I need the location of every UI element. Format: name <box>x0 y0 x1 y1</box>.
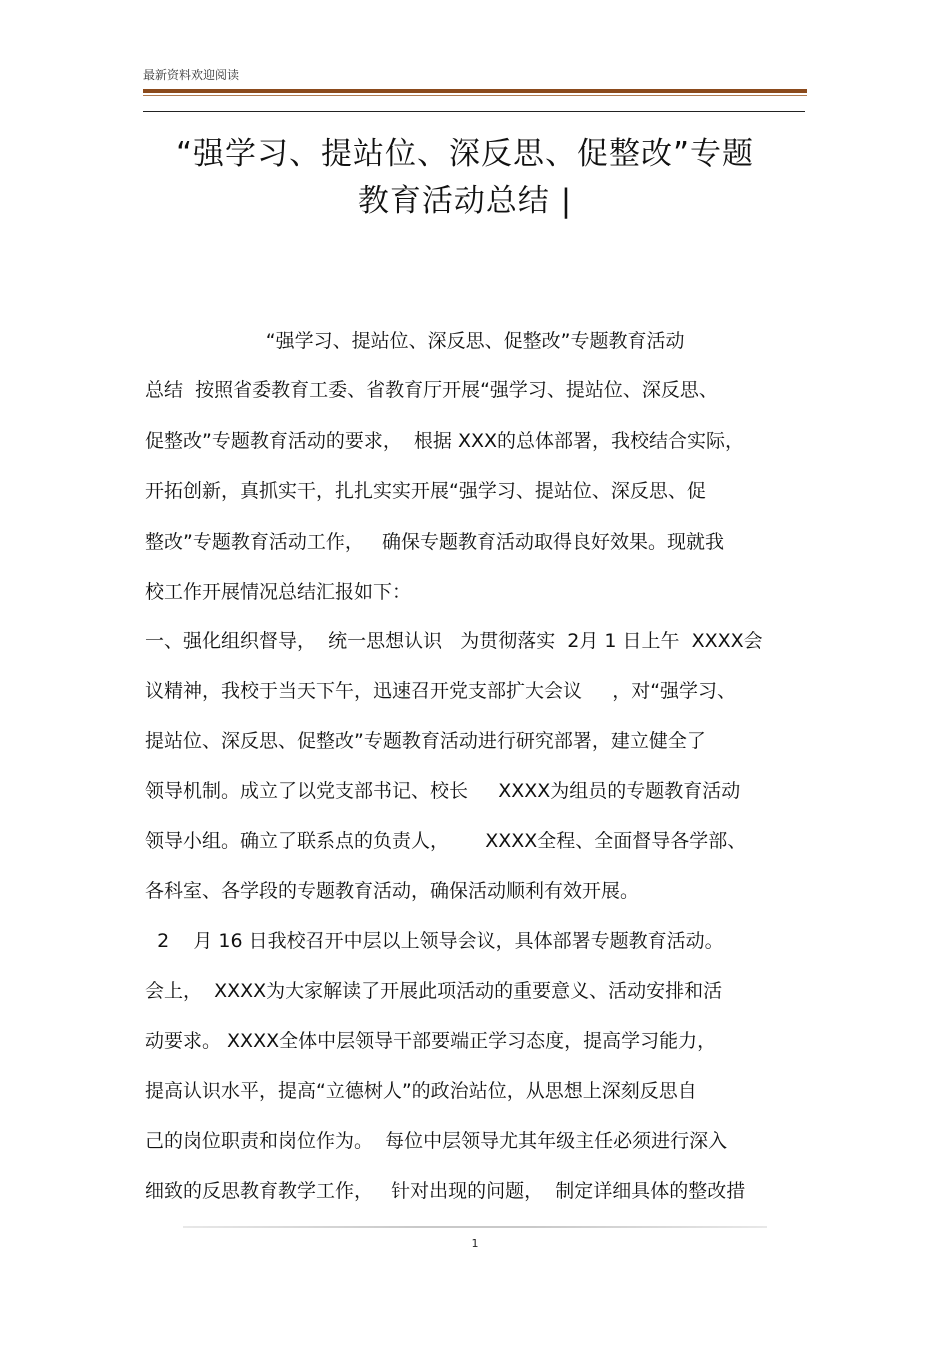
body-line: 提高认识水平，提高“立德树人”的政治站位，从思想上深刻反思自 <box>145 1080 697 1102</box>
body-line: 议精神，我校于当天下午，迅速召开党支部扩大会议 ，对“强学习、 <box>145 680 737 702</box>
title-rule <box>143 111 805 112</box>
body-line: 各科室、各学段的专题教育活动，确保活动顺利有效开展。 <box>145 880 640 902</box>
document-title-line2: 教育活动总结 | <box>357 183 573 219</box>
header-rule-thin <box>143 95 807 96</box>
header-rule-thick <box>143 89 807 93</box>
header-text: 最新资料欢迎阅读 <box>143 68 240 82</box>
body-line: 开拓创新，真抓实干，扎扎实实开展“强学习、提站位、深反思、促 <box>145 480 706 502</box>
body-line: 校工作开展情况总结汇报如下： <box>145 581 412 603</box>
body-line: 会上， XXXX为大家解读了开展此项活动的重要意义、活动安排和活 <box>145 980 723 1002</box>
body-line: “强学习、提站位、深反思、促整改”专题教育活动 <box>145 330 685 352</box>
body-line: 己的岗位职责和岗位作为。 每位中层领导尤其年级主任必须进行深入 <box>145 1130 728 1152</box>
body-line: 总结 按照省委教育工委、省教育厅开展“强学习、提站位、深反思、 <box>145 379 718 401</box>
document-title-line1: “强学习、提站位、深反思、促整改”专题 <box>175 136 755 172</box>
footer-rule <box>183 1226 767 1228</box>
body-line: 一、强化组织督导， 统一思想认识 为贯彻落实 2月 1 日上午 XXXX会 <box>145 630 763 652</box>
body-line: 整改”专题教育活动工作， 确保专题教育活动取得良好效果。现就我 <box>145 531 724 553</box>
body-line: 促整改”专题教育活动的要求， 根据 XXX的总体部署，我校结合实际， <box>145 430 745 452</box>
body-line: 领导小组。确立了联系点的负责人， XXXX全程、全面督导各学部、 <box>145 830 747 852</box>
body-line: 动要求。 XXXX全体中层领导干部要端正学习态度，提高学习能力， <box>145 1030 717 1052</box>
page-number: 1 <box>471 1237 479 1250</box>
body-line: 提站位、深反思、促整改”专题教育活动进行研究部署，建立健全了 <box>145 730 706 752</box>
body-line: 领导机制。成立了以党支部书记、校长 XXXX为组员的专题教育活动 <box>145 780 741 802</box>
body-line: 2 月 16 日我校召开中层以上领导会议，具体部署专题教育活动。 <box>145 930 724 952</box>
body-line: 细致的反思教育教学工作， 针对出现的问题， 制定详细具体的整改措 <box>145 1180 746 1202</box>
